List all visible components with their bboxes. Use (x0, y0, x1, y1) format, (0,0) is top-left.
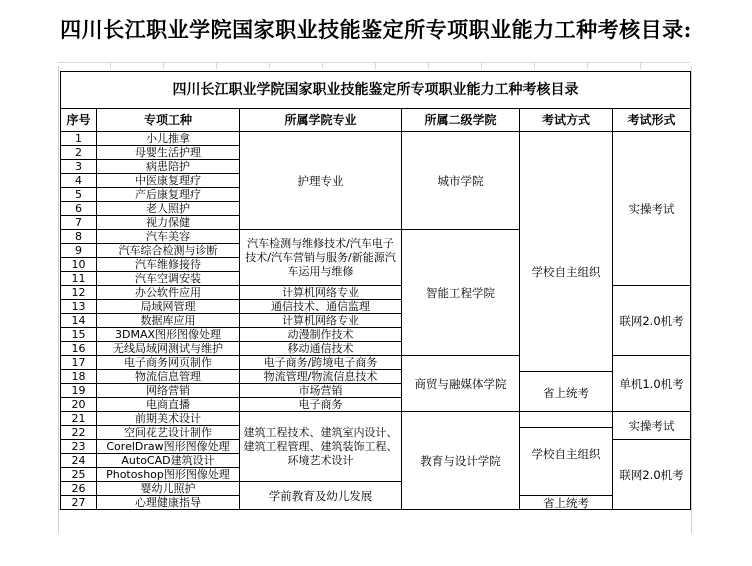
row-trade: 汽车维修接待 (97, 258, 240, 272)
row-no: 13 (61, 300, 97, 314)
table-row (61, 412, 691, 426)
row-no: 3 (61, 160, 97, 174)
row-trade: 3DMAX图形图像处理 (97, 328, 240, 342)
table-title-row (61, 72, 691, 109)
row-trade: 母婴生活护理 (97, 146, 240, 160)
row-no: 15 (61, 328, 97, 342)
exam-method-cell: 学校自主组织 (520, 412, 613, 496)
row-no: 21 (61, 412, 97, 426)
row-no: 6 (61, 202, 97, 216)
row-trade: 心理健康指导 (97, 496, 240, 510)
row-trade: Photoshop图形图像处理 (97, 468, 240, 482)
row-no: 2 (61, 146, 97, 160)
row-no: 16 (61, 342, 97, 356)
row-trade: 病患陪护 (97, 160, 240, 174)
row-trade: 办公软件应用 (97, 286, 240, 300)
row-no: 20 (61, 398, 97, 412)
major-cell: 物流管理/物流信息技术 (240, 370, 402, 384)
row-trade: 物流信息管理 (97, 370, 240, 384)
table-row (61, 132, 691, 146)
header-exam-method: 考试方式 (520, 109, 613, 132)
header-exam-form: 考试形式 (613, 109, 691, 132)
row-trade: 中医康复理疗 (97, 174, 240, 188)
exam-form-cell: 单机1.0机考 (613, 356, 691, 412)
major-cell: 电子商务/跨境电子商务 (240, 356, 402, 370)
major-cell: 通信技术、通信监理 (240, 300, 402, 314)
row-trade: 数据库应用 (97, 314, 240, 328)
row-trade: 老人照护 (97, 202, 240, 216)
row-no: 23 (61, 440, 97, 454)
exam-method-cell: 省上统考 (520, 496, 613, 510)
major-cell: 护理专业 (240, 132, 402, 230)
exam-method-divider-bottom (519, 427, 612, 428)
row-trade: 前期美术设计 (97, 412, 240, 426)
row-no: 7 (61, 216, 97, 230)
row-trade: CorelDraw图形图像处理 (97, 440, 240, 454)
row-no: 17 (61, 356, 97, 370)
row-no: 11 (61, 272, 97, 286)
exam-method-divider-top (519, 371, 612, 372)
row-no: 10 (61, 258, 97, 272)
major-cell: 学前教育及幼儿发展 (240, 482, 402, 510)
major-cell: 计算机网络专业 (240, 286, 402, 300)
row-trade: 汽车美容 (97, 230, 240, 244)
row-no: 27 (61, 496, 97, 510)
row-no: 18 (61, 370, 97, 384)
row-no: 19 (61, 384, 97, 398)
catalog-table (60, 71, 691, 510)
major-cell: 移动通信技术 (240, 342, 402, 356)
exam-form-cell: 实操考试 (613, 132, 691, 286)
row-no: 4 (61, 174, 97, 188)
row-trade: 局域网管理 (97, 300, 240, 314)
row-no: 8 (61, 230, 97, 244)
row-trade: 网络营销 (97, 384, 240, 398)
table-title: 四川长江职业学院国家职业技能鉴定所专项职业能力工种考核目录 (61, 72, 691, 109)
row-trade: 婴幼儿照护 (97, 482, 240, 496)
row-no: 12 (61, 286, 97, 300)
row-trade: 无线局域网测试与维护 (97, 342, 240, 356)
major-cell: 计算机网络专业 (240, 314, 402, 328)
exam-form-cell: 实操考试 (613, 412, 691, 440)
row-trade: 产后康复理疗 (97, 188, 240, 202)
major-cell: 市场营销 (240, 384, 402, 398)
college-cell: 教育与设计学院 (402, 412, 520, 510)
row-trade: 电商直播 (97, 398, 240, 412)
college-cell: 城市学院 (402, 132, 520, 230)
row-trade: 小儿推拿 (97, 132, 240, 146)
row-no: 14 (61, 314, 97, 328)
row-no: 26 (61, 482, 97, 496)
exam-form-cell: 联网2.0机考 (613, 286, 691, 356)
row-trade: AutoCAD建筑设计 (97, 454, 240, 468)
major-cell: 电子商务 (240, 398, 402, 412)
page-heading: 四川长江职业学院国家职业技能鉴定所专项职业能力工种考核目录: (60, 17, 692, 42)
header-trade: 专项工种 (97, 109, 240, 132)
major-cell: 动漫制作技术 (240, 328, 402, 342)
row-trade: 汽车空调安装 (97, 272, 240, 286)
college-cell: 商贸与融媒体学院 (402, 356, 520, 412)
row-no: 9 (61, 244, 97, 258)
row-no: 24 (61, 454, 97, 468)
row-no: 5 (61, 188, 97, 202)
row-trade: 空间花艺设计制作 (97, 426, 240, 440)
exam-method-province-label: 省上统考 (520, 386, 612, 400)
exam-form-cell: 联网2.0机考 (613, 440, 691, 510)
header-college: 所属二级学院 (402, 109, 520, 132)
row-trade: 视力保健 (97, 216, 240, 230)
row-trade: 汽车综合检测与诊断 (97, 244, 240, 258)
row-no: 22 (61, 426, 97, 440)
header-major: 所属学院专业 (240, 109, 402, 132)
major-cell: 汽车检测与维修技术/汽车电子技术/汽车营销与服务/新能源汽车运用与维修 (240, 230, 402, 286)
table-header-row (61, 109, 691, 132)
row-trade: 电子商务网页制作 (97, 356, 240, 370)
major-cell: 建筑工程技术、建筑室内设计、建筑工程管理、建筑装饰工程、环境艺术设计 (240, 412, 402, 482)
exam-method-cell: 学校自主组织 (520, 132, 613, 412)
header-no: 序号 (61, 109, 97, 132)
college-cell: 智能工程学院 (402, 230, 520, 356)
row-no: 25 (61, 468, 97, 482)
row-no: 1 (61, 132, 97, 146)
